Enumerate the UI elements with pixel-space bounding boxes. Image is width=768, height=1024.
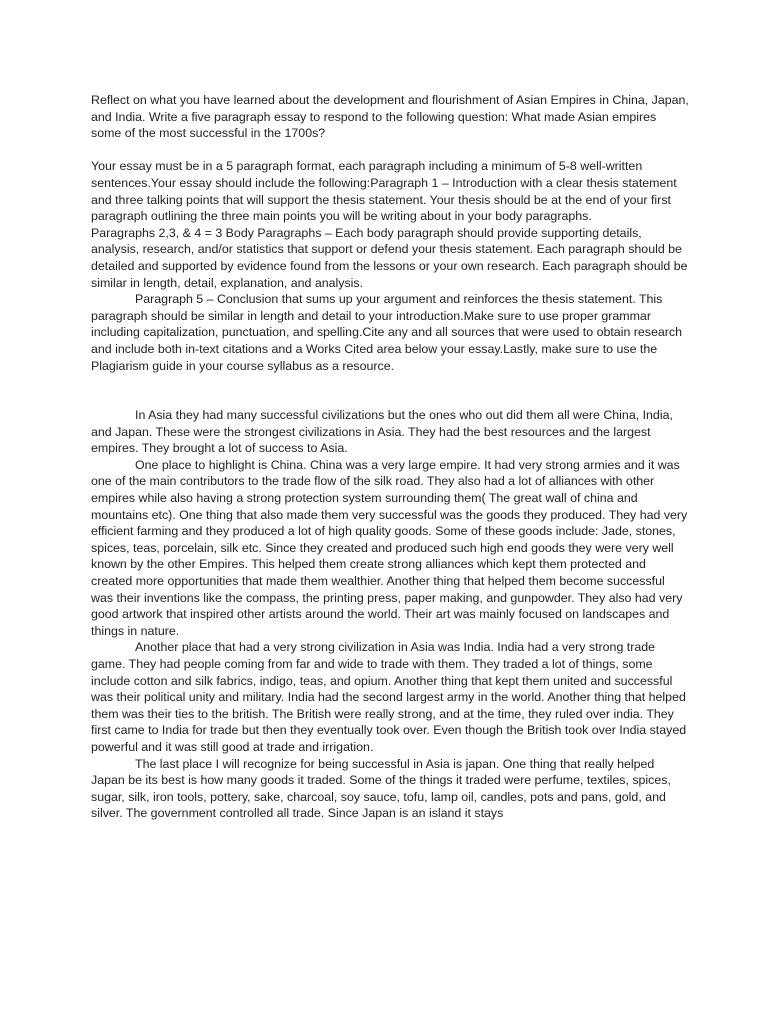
prompt-format-instructions: Your essay must be in a 5 paragraph format, each paragraph including a minimum of 5-8 well-written sentences.Your essay should include the following:Paragraph 1 – Introduction with a clear thesis statement and three talking points that will support the thesis statement. Your thesis should be at the end of your first paragraph outlining the three main points you will be writing about in your body paragraphs. [91,159,677,224]
essay-paragraph-japan: The last place I will recognize for being successful in Asia is japan. One thing that really helped Japan be its best is how many goods it traded. Some of the things it traded were perfume, textiles, spices, sugar, silk, iron tools, pottery, sake, charcoal, soy sauce, tofu, lamp oil, candles, pots and pans, gold, and silver. The government controlled all trade. Since Japan is an island it stays [91,756,671,821]
blank-line [91,142,689,159]
prompt-body-paragraph-instructions: Paragraphs 2,3, & 4 = 3 Body Paragraphs – Each body paragraph should provide supporting details, analysis, research, and/or statistics that support or defend your thesis statement. Each paragraph should be detailed and supported by evidence found from the lessons or your own research. Each paragraph should be similar in length, detail, explanation, and analysis. [91,225,688,290]
essay-paragraph-china: One place to highlight is China. China was a very large empire. It had very strong armies and it was one of the main contributors to the trade flow of the silk road. They also had a lot of alliances with other empires while also having a strong protection system surrounding them( The great wall of china and mountains etc). One thing that also made them very successful was the goods they produced. They had very efficient farming and they produced a lot of high quality goods. Some of these goods include: Jade, stones, spices, teas, porcelain, silk etc. Since they created and produced such high end goods they were very well known by the other Empires. This helped them create strong alliances which kept them protected and created more opportunities that made them wealthier. Another thing that helped them become successful was their inventions like the compass, the printing press, paper making, and gunpowder. They also had very good artwork that inspired other artists around the world. Their art was mainly focused on landscapes and things in nature. [91,457,688,638]
essay-paragraph-india: Another place that had a very strong civilization in Asia was India. India had a very strong trade game. They had people coming from far and wide to trade with them. They traded a lot of things, some include cotton and silk fabrics, indigo, teas, and opium. Another thing that kept them united and successful was their political unity and military. India had the second largest army in the world. Another thing that helped them was their ties to the british. The British were really strong, and at the time, they ruled over india. They first came to India for trade but then they eventually took over. Even though the British took over India stayed powerful and it was still good at trade and irrigation. [91,640,687,754]
prompt-conclusion-instructions: Paragraph 5 – Conclusion that sums up your argument and reinforces the thesis statement. This paragraph should be similar in length and detail to your introduction.Make sure to use proper grammar including capitalization, punctuation, and spelling.Cite any and all sources that were used to obtain research and include both in-text citations and a Works Cited area below your essay.Lastly, make sure to use the Plagiarism guide in your course syllabus as a resource. [91,292,682,373]
prompt-question: Reflect on what you have learned about the development and flourishment of Asian Empires in China, Japan, and India. Write a five paragraph essay to respond to the following question: What made Asian empires some of the most successful in the 1700s? [91,93,689,141]
document-body [91,92,689,822]
blank-gap [91,374,689,407]
essay-introduction: In Asia they had many successful civilizations but the ones who out did them all were China, India, and Japan. These were the strongest civilizations in Asia. They had the best resources and the largest empires. They brought a lot of success to Asia. [91,408,673,456]
